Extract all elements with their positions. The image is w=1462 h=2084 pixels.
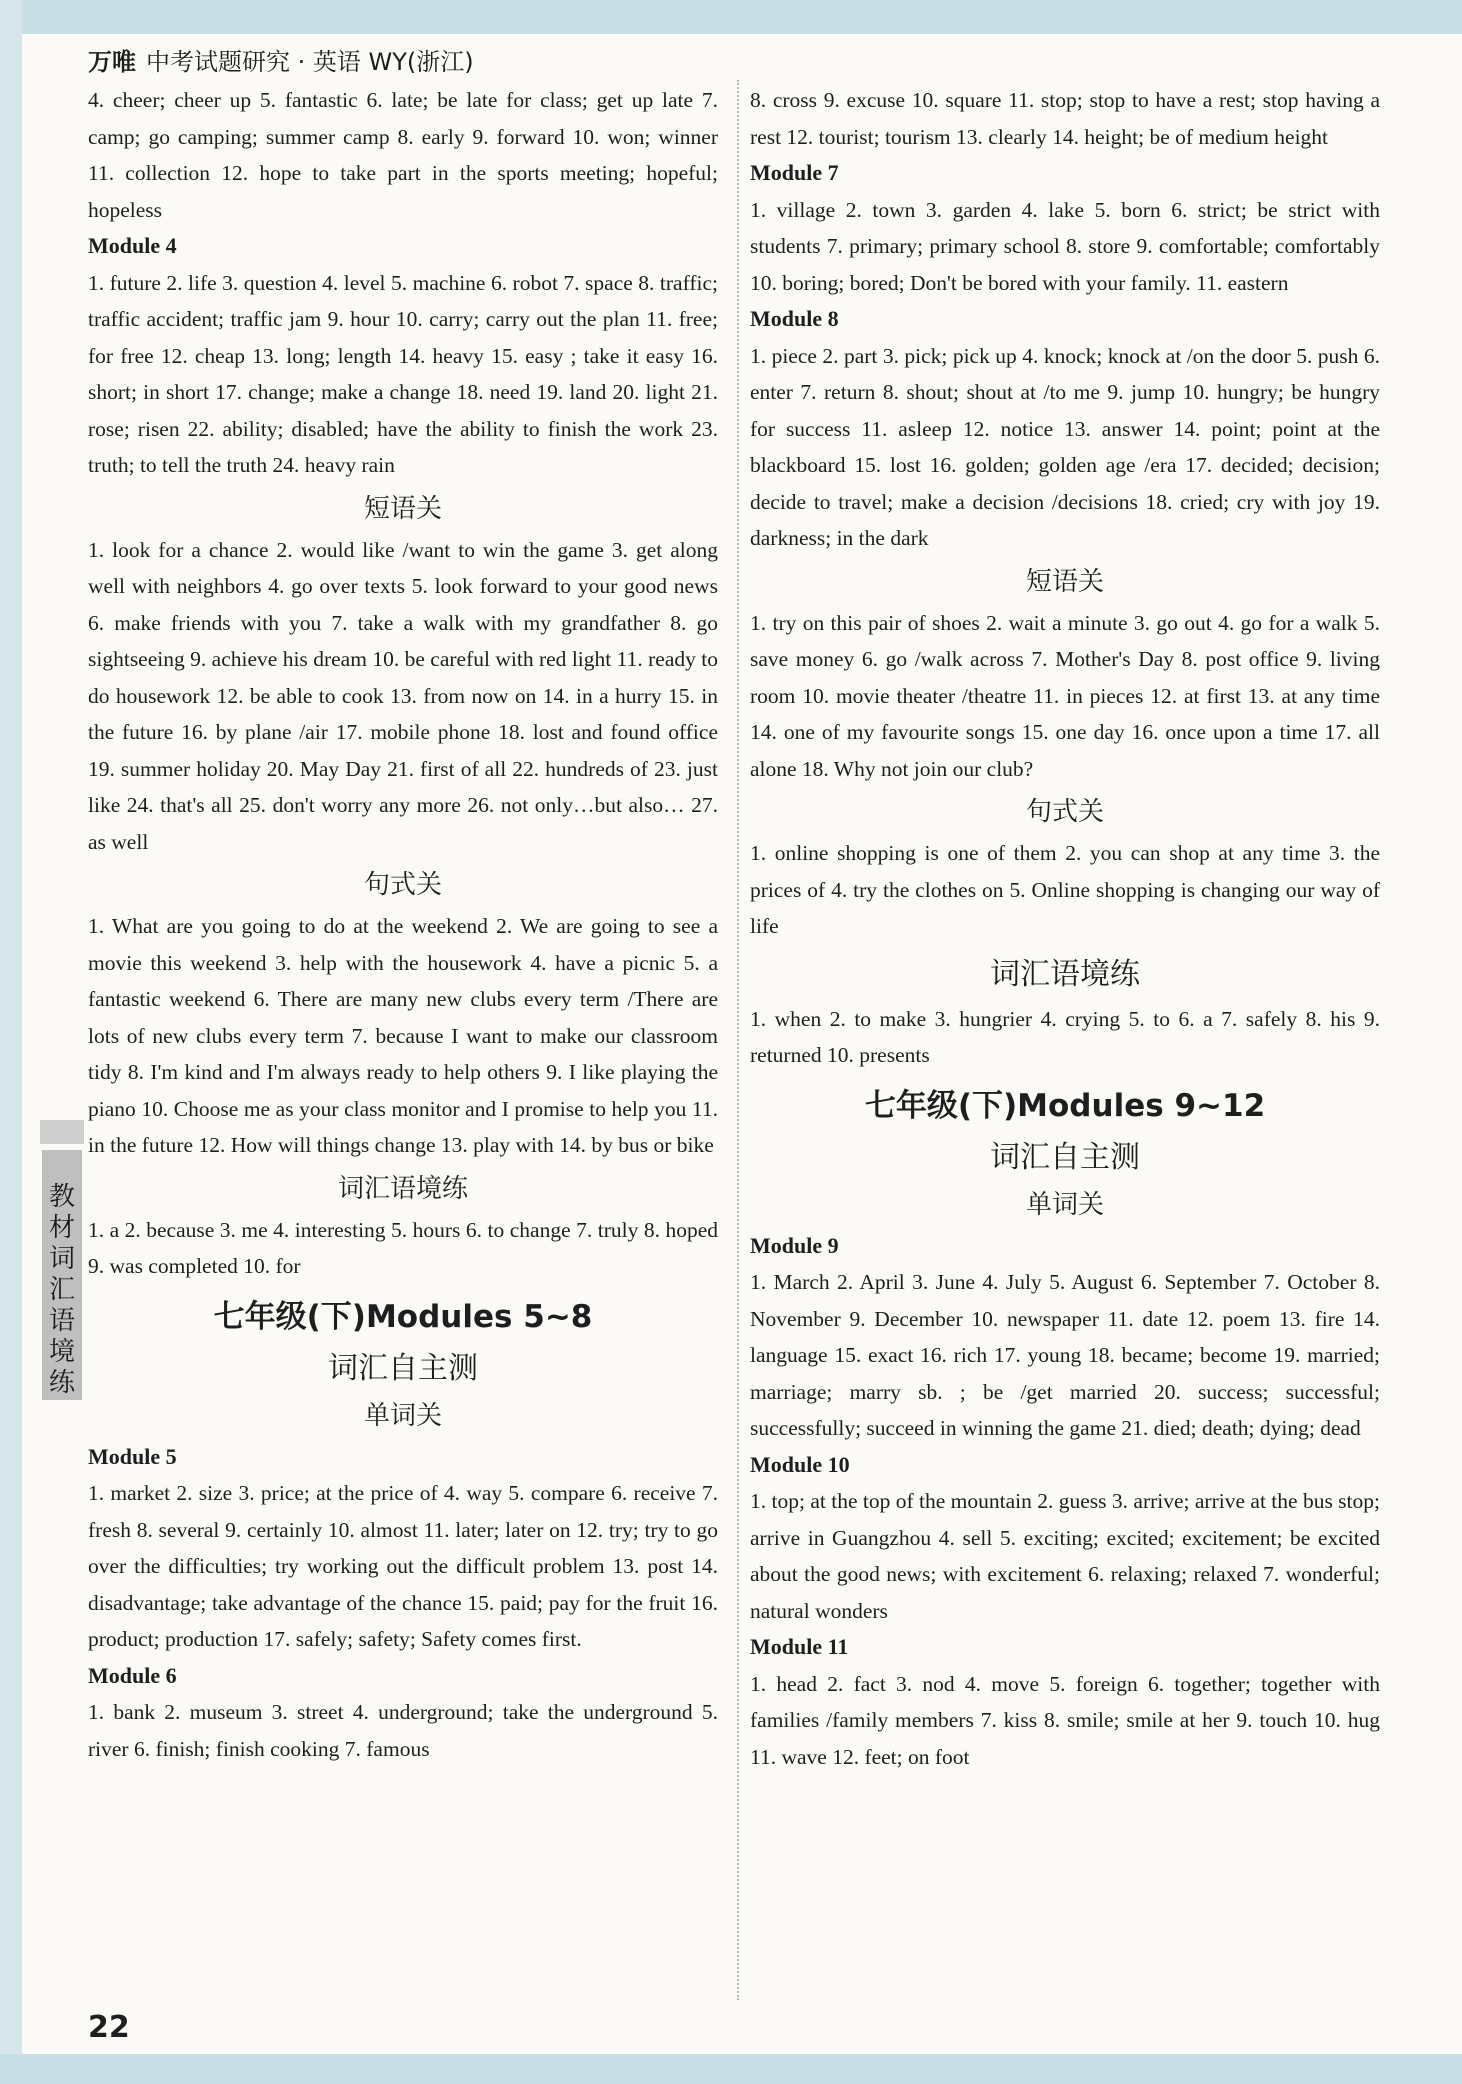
context-section-title: 词汇语境练 — [337, 1173, 468, 1204]
sentence-section-title: 句式关 — [363, 870, 442, 900]
sentence-section-text: 1. online shopping is one of them 2. you can shop at any time 3. the prices of 4. try the clothes on 5. Online shopping is changing our way of life — [750, 841, 1380, 938]
context-section-text: 1. a 2. because 3. me 4. interesting 5. hours 6. to change 7. truly 8. hoped 9. was completed 10. for — [88, 1217, 718, 1278]
left-edge — [0, 0, 22, 2084]
module-11-text: 1. head 2. fact 3. nod 4. move 5. foreign 6. together; together with families /family members 7. kiss 8. smile; smile at her 9. touch 10. hug 11. wave 12. feet; on foot — [750, 1671, 1380, 1769]
module-11-title: Module 11 — [750, 1634, 849, 1659]
module-6-text: 1. bank 2. museum 3. street 4. underground; take the underground 5. river 6. finish; finish cooking 7. famous — [88, 1700, 718, 1761]
sentence-section-text: 1. What are you going to do at the weekend 2. We are going to see a movie this weekend 3. help with the housework 4. have a picnic 5. a fantastic weekend 6. There are many new clubs every term /There are lots of new clubs every term 7. because I want to make our classroom tidy 8. I'm kind and I'm always ready to help others 9. I like playing the piano 10. Choose me as your class monitor and I promise to help you 11. in the future 12. How will things change 13. play with 14. by bus or bike — [88, 914, 718, 1157]
grade-title-modules-5-8: 七年级(下)Modules 5~8 — [213, 1298, 593, 1335]
left-column — [88, 82, 718, 1767]
module-10-title: Module 10 — [750, 1451, 850, 1477]
module-9-title: Module 9 — [750, 1232, 839, 1258]
grade-title-modules-9-12: 七年级(下)Modules 9~12 — [864, 1087, 1266, 1124]
module-7-title: Module 7 — [750, 160, 839, 185]
side-tab: 教材词汇语境练 — [42, 1150, 82, 1400]
phrase-section-text: 1. try on this pair of shoes 2. wait a minute 3. go out 4. go for a walk 5. save money 6. go /walk across 7. Mother's Day 8. post office 9. living room 10. movie theater /theatre 11. in pieces 12. at first 13. at any time 14. one of my favourite songs 15. one day 16. once upon a time 17. all alone 18. Why not join our club? — [750, 610, 1380, 781]
phrase-section-text: 1. look for a chance 2. would like /want to win the game 3. get along well with neighbors 4. go over texts 5. look forward to your good news 6. make friends with you 7. take a walk with my grandfather 8. go sightseeing 9. achieve his dream 10. be careful with red light 11. ready to do housework 12. be able to cook 13. from now on 14. in a hurry 15. in the future 16. by plane /air 17. mobile phone 18. lost and found office 19. summer holiday 20. May Day 21. first of all 22. hundreds of 23. just like 24. that's all 25. don't worry any more 26. not only…but also… 27. as well — [88, 537, 718, 854]
self-test-title: 词汇自主测 — [990, 1139, 1140, 1175]
phrase-section-title: 短语关 — [363, 493, 442, 524]
module-7-text: 1. village 2. town 3. garden 4. lake 5. born 6. strict; be strict with students 7. primary; primary school 8. store 9. comfortable; comfortably 10. boring; bored; Don't be bored with your family. 11. eastern — [750, 197, 1380, 295]
module-8-title: Module 8 — [750, 306, 839, 331]
phrase-section-title: 短语关 — [1025, 566, 1104, 597]
page-number: 22 — [88, 2010, 130, 2045]
top-edge — [0, 0, 1462, 34]
brand-logo: 万唯 — [88, 48, 136, 76]
module-8-text: 1. piece 2. part 3. pick; pick up 4. knock; knock at /on the door 5. push 6. enter 7. return 8. shout; shout at /to me 9. jump 10. hungry; be hungry for success 11. asleep 12. notice 13. answer 14. point; point at the blackboard 15. lost 16. golden; golden age /era 17. decided; decision; decide to travel; make a decision /decisions 18. cried; cry with joy 19. darkness; in the dark — [750, 343, 1380, 550]
self-test-title: 词汇自主测 — [328, 1350, 478, 1386]
context-section-title: 词汇语境练 — [990, 956, 1140, 992]
module-5-text: 1. market 2. size 3. price; at the price of 4. way 5. compare 6. receive 7. fresh 8. several 9. certainly 10. almost 11. later; later on 12. try; try to go over the difficulties; try working out the difficult problem 13. post 14. disadvantage; take advantage of the chance 15. paid; pay for the fruit 16. product; production 17. safely; safety; Safety comes first. — [88, 1481, 718, 1651]
right-intro: 8. cross 9. excuse 10. square 11. stop; stop to have a rest; stop having a rest 12. tourist; tourism 13. clearly 14. height; be of medium height — [750, 88, 1380, 149]
word-section-title: 单词关 — [1025, 1189, 1104, 1220]
column-divider — [737, 80, 739, 2000]
page-header — [88, 42, 474, 77]
module-5-title: Module 5 — [88, 1443, 177, 1469]
word-section-title: 单词关 — [363, 1400, 442, 1431]
header-title: 中考试题研究 · 英语 WY(浙江) — [146, 48, 474, 76]
side-tab-marker — [40, 1120, 84, 1144]
context-section-text: 1. when 2. to make 3. hungrier 4. crying 5. to 6. a 7. safely 8. his 9. returned 10. presents — [750, 1006, 1380, 1067]
module-9-text: 1. March 2. April 3. June 4. July 5. August 6. September 7. October 8. November 9. December 10. newspaper 11. date 12. poem 13. fire 14. language 15. exact 16. rich 17. young 18. became; become 19. married; marriage; marry sb. ; be /get married 20. success; successful; successfully; succeed in winning the game 21. died; death; dying; dead — [750, 1270, 1380, 1440]
module-4-title: Module 4 — [88, 233, 177, 258]
module-4-text: 1. future 2. life 3. question 4. level 5. machine 6. robot 7. space 8. traffic; traffic accident; traffic jam 9. hour 10. carry; carry out the plan 11. free; for free 12. cheap 13. long; length 14. heavy 15. easy ; take it easy 16. short; in short 17. change; make a change 18. need 19. land 20. light 21. rose; risen 22. ability; disabled; have the ability to finish the work 23. truth; to tell the truth 24. heavy rain — [88, 270, 718, 477]
module-10-text: 1. top; at the top of the mountain 2. guess 3. arrive; arrive at the bus stop; arrive in Guangzhou 4. sell 5. exciting; excited; excitement; be excited about the good news; with excitement 6. relaxing; relaxed 7. wonderful; natural wonders — [750, 1489, 1380, 1623]
sentence-section-title: 句式关 — [1025, 797, 1104, 827]
bottom-edge — [0, 2054, 1462, 2084]
right-column — [750, 82, 1380, 1775]
module-6-title: Module 6 — [88, 1662, 177, 1688]
left-intro: 4. cheer; cheer up 5. fantastic 6. late; be late for class; get up late 7. camp; go camping; summer camp 8. early 9. forward 10. won; winner 11. collection 12. hope to take part in the sports meeting; hopeful; hopeless — [88, 88, 718, 222]
